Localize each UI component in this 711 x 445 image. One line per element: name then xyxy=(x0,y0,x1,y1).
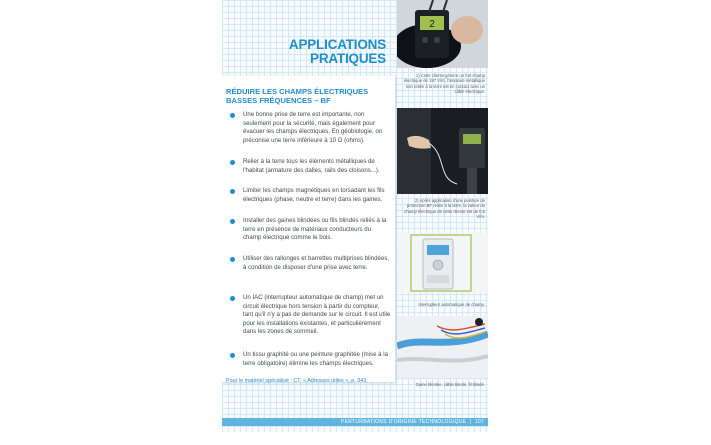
photo-cables xyxy=(397,316,488,378)
shielded-cables-image xyxy=(397,316,488,378)
photo-caption: Interrupteur automatique de champ. xyxy=(418,302,485,307)
list-item-text: Relier à la terre tous les éléments métalliques de l'habitat (armature des dalles, rails des cloisons...). xyxy=(243,158,380,174)
list-item-text: Installer des gaines blindées ou fils blindés reliés à la terre en présence de matériaux conducteurs du champ électrique comme le bois. xyxy=(243,217,387,242)
list-item-text: Un tissu graphité ou une peinture graphitée (mise à la terre obligatoire) élimine les champs électriques. xyxy=(243,351,388,367)
bullet-dot-icon xyxy=(230,189,235,194)
list-item-text: Utiliser des rallonges et barrettes multiprises blindées, à condition de disposer d'une prise avec terre. xyxy=(243,255,389,271)
footer-bar xyxy=(222,418,488,426)
photo-iac-switch xyxy=(397,233,488,293)
list-item-text: Un IAC (interrupteur automatique de champ) met un circuit électrique hors tension à partir du compteur, tant qu'il n'y a pas de demande sur le circuit. Il est utile pour les installations existantes, et particulièrement dans les zones de sommeil. xyxy=(243,294,391,336)
iac-switch-image xyxy=(397,233,488,293)
bullet-dot-icon xyxy=(230,113,235,118)
photo-caption: 2) Après application d'une peinture de protection BF reliée à la terre, la valeur du champ électrique de cette cliente est de 0,5 V/m. xyxy=(404,198,485,220)
list-item-text: Une bonne prise de terre est importante, non seulement pour la sécurité, mais également pour évacuer les champs électriques. En géobiologie, on préconise une terre inférieure à 10 Ω (ohms). xyxy=(243,111,383,144)
section-heading-line-2: BASSES FRÉQUENCES – BF xyxy=(226,96,331,105)
bullet-dot-icon xyxy=(230,353,235,358)
photo-measurement xyxy=(397,108,488,194)
bullet-dot-icon xyxy=(230,257,235,262)
running-footer-title: PERTURBATIONS D'ORIGINE TECHNOLOGIQUE xyxy=(340,419,467,425)
photo-caption: 1) Cette cliente génère un fort champ électrique de 197 V/m, l'ossature métallique non reliée à la terre est en contact avec un câble électrique. xyxy=(403,73,485,95)
measurement-image xyxy=(397,108,488,194)
bullet-dot-icon xyxy=(230,296,235,301)
reference-note: Pour le matériel spécialisé : CT. « Adresses utiles », p. 343. xyxy=(226,378,368,384)
field-meter-image xyxy=(397,0,488,68)
book-page xyxy=(222,0,488,432)
bullet-dot-icon xyxy=(230,219,235,224)
page-number: 107 xyxy=(474,419,484,425)
title-line-1: APPLICATIONS xyxy=(288,37,386,52)
page-title xyxy=(289,38,386,66)
photo-field-meter xyxy=(397,0,488,68)
list-item-text: Limiter les champs magnétiques en torsadant les fils électriques (phase, neutre et terre) dans les gaines. xyxy=(243,187,385,203)
photo-column xyxy=(397,0,488,432)
meter-display-reading: 2 xyxy=(429,19,435,30)
title-line-2: PRATIQUES xyxy=(310,51,386,66)
text-column xyxy=(222,0,395,432)
footer-bar-text: PERTURBATIONS D'ORIGINE TECHNOLOGIQUE | 107 xyxy=(340,419,484,425)
section-heading-line-1: RÉDUIRE LES CHAMPS ÉLECTRIQUES xyxy=(226,87,369,96)
bullet-dot-icon xyxy=(230,160,235,165)
section-heading xyxy=(226,87,391,105)
photo-caption: Gaine blindée, câble blindé, fil blindé. xyxy=(415,382,485,387)
